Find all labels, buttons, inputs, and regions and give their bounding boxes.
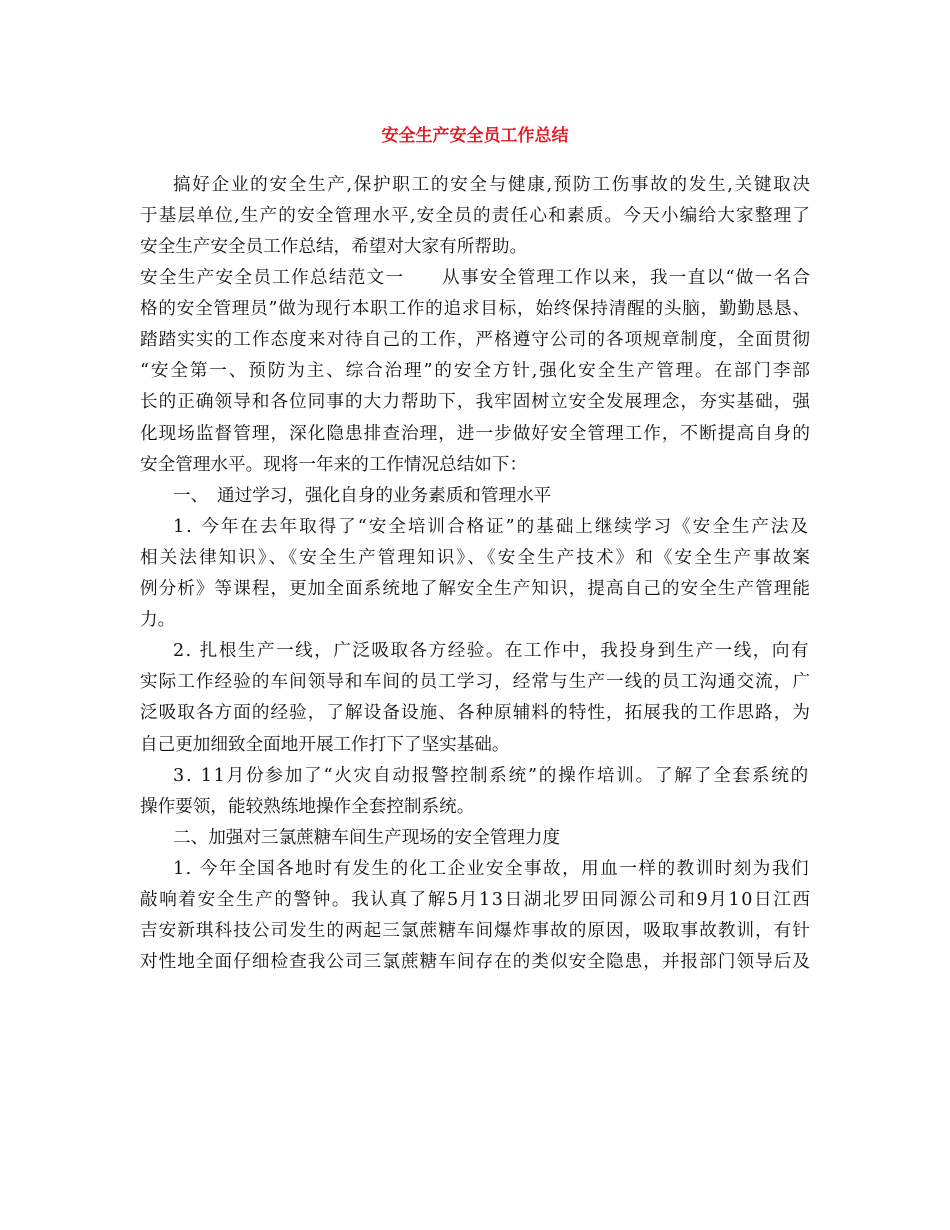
- paragraph-line: 长的正确领导和各位同事的大力帮助下，我牢固树立安全发展理念，夯实基础，强: [140, 392, 812, 412]
- paragraph-line: 安全管理水平。现将一年来的工作情况总结如下：: [140, 455, 528, 475]
- paragraph-line: 化现场监督管理，深化隐患排查治理，进一步做好安全管理工作，不断提高自身的: [140, 424, 812, 444]
- paragraph-line: 例分析》等课程，更加全面系统地了解安全生产知识，提高自己的安全生产管理能: [140, 579, 812, 599]
- paragraph-line: 1. 今年在去年取得了“安全培训合格证”的基础上继续学习《安全生产法及: [173, 517, 810, 537]
- document-title: 安全生产安全员工作总结: [381, 126, 569, 146]
- paragraph-line: 力。: [140, 610, 176, 630]
- paragraph-line: “安全第一、预防为主、综合治理”的安全方针,强化安全生产管理。在部门李部: [140, 361, 812, 381]
- paragraph-line: 敲响着安全生产的警钟。我认真了解5月13日湖北罗田同源公司和9月10日江西: [140, 890, 812, 910]
- paragraph-line: 踏踏实实的工作态度来对待自己的工作，严格遵守公司的各项规章制度，全面贯彻: [140, 330, 812, 350]
- paragraph-line: 二、加强对三氯蔗糖车间生产现场的安全管理力度: [173, 828, 561, 848]
- paragraph-line: 2. 扎根生产一线，广泛吸取各方经验。在工作中，我投身到生产一线，向有: [173, 641, 811, 661]
- paragraph-line: 格的安全管理员”做为现行本职工作的追求目标，始终保持清醒的头脑，勤勤恳恳、: [140, 299, 811, 319]
- paragraph-line: 吉安新琪科技公司发生的两起三氯蔗糖车间爆炸事故的原因，吸取事故教训，有针: [140, 921, 812, 941]
- paragraph-line: 泛吸取各方面的经验，了解设备设施、各种原辅料的特性，拓展我的工作思路，为: [140, 703, 812, 723]
- paragraph-line: 对性地全面仔细检查我公司三氯蔗糖车间存在的类似安全隐患，并报部门领导后及: [140, 952, 812, 972]
- paragraph-line: 安全生产安全员工作总结，希望对大家有所帮助。: [140, 237, 528, 257]
- paragraph-line: 3. 11月份参加了“火灾自动报警控制系统”的操作培训。了解了全套系统的: [173, 766, 810, 786]
- paragraph-line: 于基层单位,生产的安全管理水平,安全员的责任心和素质。今天小编给大家整理了: [140, 206, 812, 226]
- paragraph-line: 1. 今年全国各地时有发生的化工企业安全事故，用血一样的教训时刻为我们: [173, 859, 811, 879]
- paragraph-line: 一、 通过学习，强化自身的业务素质和管理水平: [173, 486, 552, 506]
- paragraph-line: 安全生产安全员工作总结范文一 从事安全管理工作以来，我一直以“做一名合: [140, 268, 812, 288]
- paragraph-line: 自己更加细致全面地开展工作打下了坚实基础。: [140, 735, 510, 755]
- paragraph-line: 相关法律知识》、《安全生产管理知识》、《安全生产技术》和《安全生产事故案: [140, 548, 813, 568]
- paragraph-line: 实际工作经验的车间领导和车间的员工学习，经常与生产一线的员工沟通交流，广: [140, 672, 812, 692]
- paragraph-line: 操作要领，能较熟练地操作全套控制系统。: [140, 797, 475, 817]
- paragraph-line: 搞好企业的安全生产,保护职工的安全与健康,预防工伤事故的发生,关键取决: [173, 175, 812, 195]
